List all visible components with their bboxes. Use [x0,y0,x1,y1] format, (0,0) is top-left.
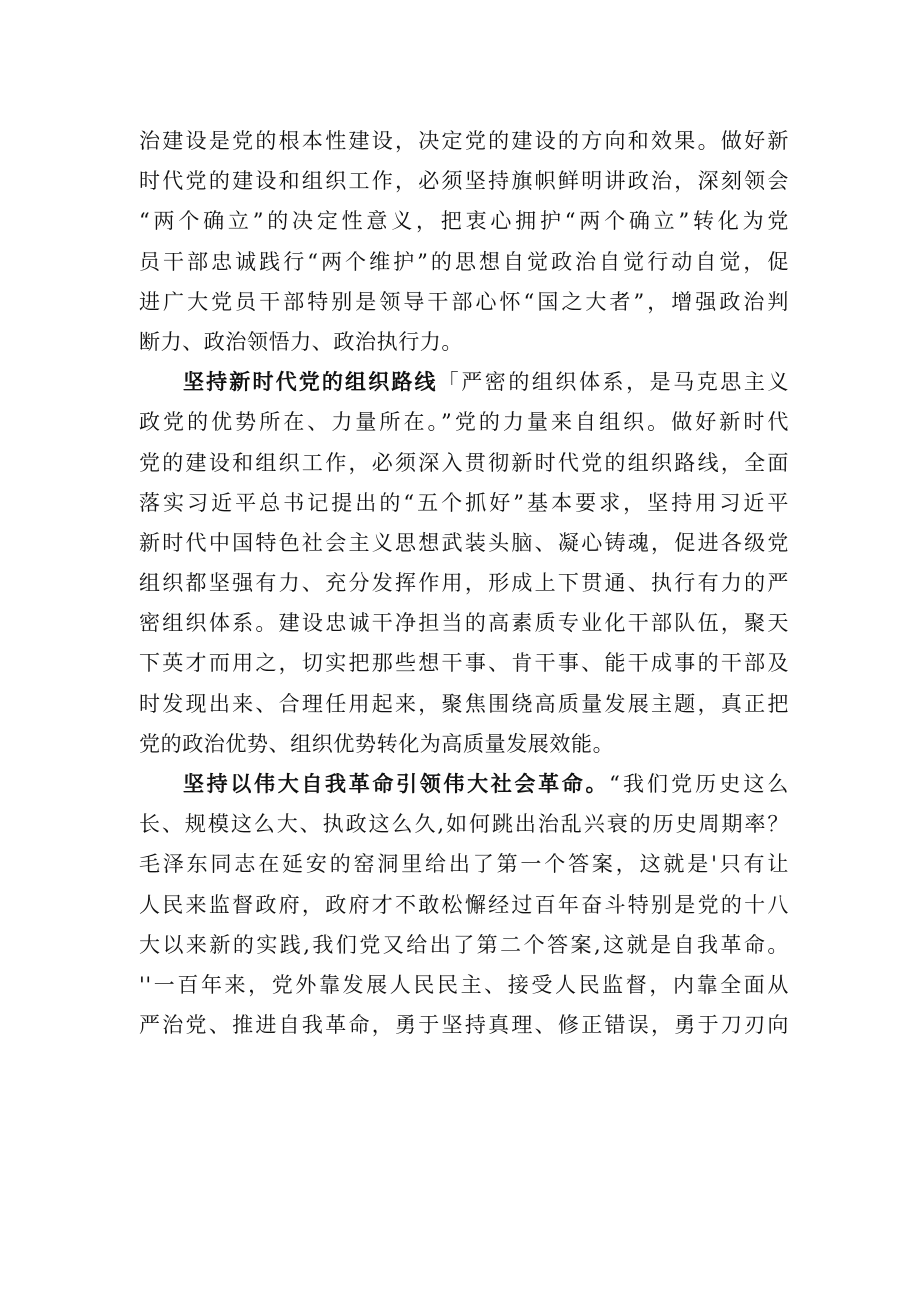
text-run: “我们党历史这么 [609,772,789,796]
document-body [139,121,789,1045]
paragraph-3 [139,764,789,1045]
text-line: 时代党的建设和组织工作，必须坚持旗帜鲜明讲政治，深刻领会 [139,169,789,194]
text-line: 密组织体系。建设忠诚干净担当的高素质专业化干部队伍，聚天 [139,611,789,636]
text-run: 「严密的组织体系，是马克思主义 [437,370,789,395]
paragraph-2 [139,362,789,764]
text-line: 断力、政治领悟力、政治执行力。 [139,329,463,354]
text-line: 党的建设和组织工作，必须深入贯彻新时代党的组织路线，全面 [139,450,789,475]
text-line: 治建设是党的根本性建设，决定党的建设的方向和效果。做好新 [139,129,789,153]
text-line: 新时代中国特色社会主义思想武装头脑、凝心铸魂，促进各级党 [139,530,789,555]
text-line: 长、规模这么大、执政这么久,如何跳出治乱兴衰的历史周期率？ [139,812,789,837]
text-line: 员干部忠诚践行“两个维护”的思想自觉政治自觉行动自觉，促 [139,249,789,274]
text-line: ''一百年来，党外靠发展人民民主、接受人民监督，内靠全面从 [139,972,789,997]
text-line: “两个确立”的决定性意义，把衷心拥护“两个确立”转化为党 [139,209,789,234]
text-line: 党的政治优势、组织优势转化为高质量发展效能。 [139,731,615,756]
section-heading: 坚持以伟大自我革命引领伟大社会革命。 [183,772,610,796]
paragraph-1 [139,121,789,362]
section-heading: 坚持新时代党的组织路线 [183,370,438,395]
text-line: 时发现出来、合理任用起来，聚焦围绕高质量发展主题，真正把 [139,691,789,716]
text-line: 落实习近平总书记提出的“五个抓好”基本要求，坚持用习近平 [139,490,789,515]
text-line: 毛泽东同志在延安的窑洞里给出了第一个答案，这就是'只有让 [139,852,789,877]
text-line: 大以来新的实践,我们党又给出了第二个答案,这就是自我革命。 [139,932,789,957]
text-line: 政党的优势所在、力量所在。”党的力量来自组织。做好新时代 [139,410,789,435]
text-line: 组织都坚强有力、充分发挥作用，形成上下贯通、执行有力的严 [139,571,789,596]
paragraph-first-line [139,362,789,402]
text-line: 人民来监督政府，政府才不敢松懈经过百年奋斗特别是党的十八 [139,892,789,917]
text-line: 下英才而用之，切实把那些想干事、肯干事、能干成事的干部及 [139,651,789,676]
paragraph-first-line [139,764,789,804]
text-line: 严治党、推进自我革命，勇于坚持真理、修正错误，勇于刀刃向 [139,1013,789,1038]
text-line: 进广大党员干部特别是领导干部心怀“国之大者”，增强政治判 [139,289,789,314]
